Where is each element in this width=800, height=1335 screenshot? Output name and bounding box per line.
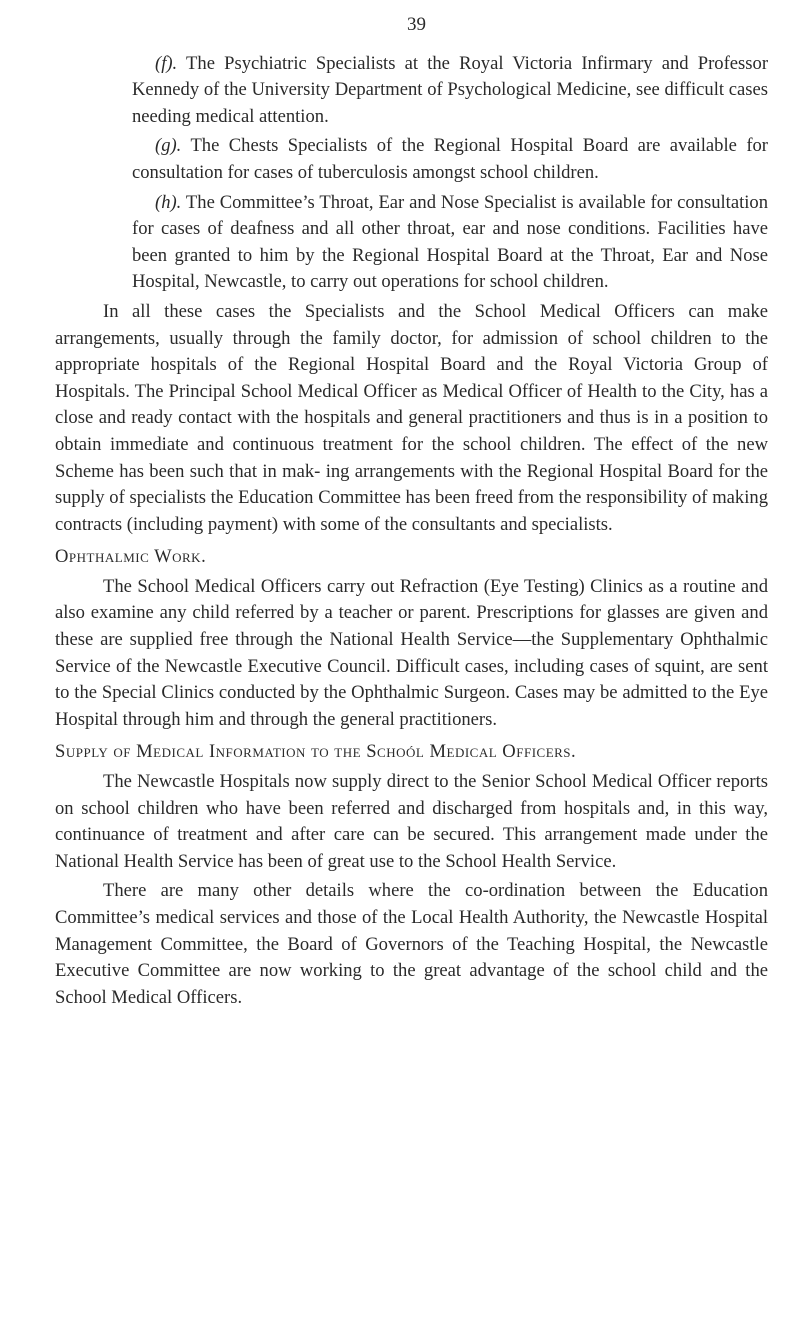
page-number: 39: [407, 14, 426, 35]
item-text: The Chests Specialists of the Regional Hospital Board are available for consultation for cases of tuberculosis amongst school children.: [132, 135, 768, 183]
item-label: (f).: [155, 52, 178, 74]
item-text: The Psychiatric Specialists at the Royal Victoria Infirmary and Professor Kennedy of the University Department of Psychological Medicine, see difficult cases needing medical attention.: [132, 52, 769, 127]
list-item-g: [55, 133, 768, 186]
item-text: The Committee’s Throat, Ear and Nose Specialist is available for consultation for cases of deafness and all other throat, ear and nose conditions. Facilities have been granted to him by the Regional Hospital Board at the Throat, Ear and Nose Hospital, Newcastle, to carry out operations for school children.: [132, 191, 769, 293]
list-item-f: [55, 51, 768, 131]
heading-supply-of-medical-information: Supply of Medical Information to the Schoól Medical Officers.: [55, 741, 577, 763]
item-label: (h).: [155, 191, 182, 213]
paragraph-coordination: There are many other details where the co-ordination between the Education Committee’s medical services and those of the Local Health Authority, the Newcastle Hospital Management Committee, the Board of Governors of the Teaching Hospital, the Newcastle Executive Committee are now working to the great advantage of the school child and the School Medical Officers.: [55, 880, 768, 1008]
document-page: [55, 12, 768, 1014]
paragraph-specialists: In all these cases the Specialists and the School Medical Officers can make arrangements, usually through the family doctor, for admission of school children to the appropriate hospitals of the Regional Hospital Board and the Royal Victoria Group of Hospitals. The Principal School Medical Officer as Medical Officer of Health to the City, has a close and ready contact with the hospitals and general practitioners and thus is in a position to obtain immediate and continuous treatment for the school children. The effect of the new Scheme has been such that in mak- ing arrangements with the Regional Hospital Board for the supply of specialists the Education Committee has been freed from the responsibility of making contracts (including payment) with some of the consultants and specialists.: [55, 300, 768, 535]
paragraph-supply: The Newcastle Hospitals now supply direct to the Senior School Medical Officer reports on school children who have been referred and discharged from hospitals and, in this way, continuance of treatment and after care can be secured. This arrangement made under the National Health Service has been of great use to the School Health Service.: [55, 771, 768, 872]
item-label: (g).: [155, 135, 182, 157]
paragraph-ophthalmic: The School Medical Officers carry out Refraction (Eye Testing) Clinics as a routine and also examine any child referred by a teacher or parent. Prescriptions for glasses are given and these are supplied free through the National Health Service—the Supplementary Ophthalmic Service of the Newcastle Executive Council. Difficult cases, including cases of squint, are sent to the Special Clinics conducted by the Ophthalmic Surgeon. Cases may be admitted to the Eye Hospital through him and through the general practitioners.: [55, 575, 768, 730]
list-item-h: [55, 190, 768, 296]
heading-ophthalmic-work: Ophthalmic Work.: [55, 546, 207, 568]
